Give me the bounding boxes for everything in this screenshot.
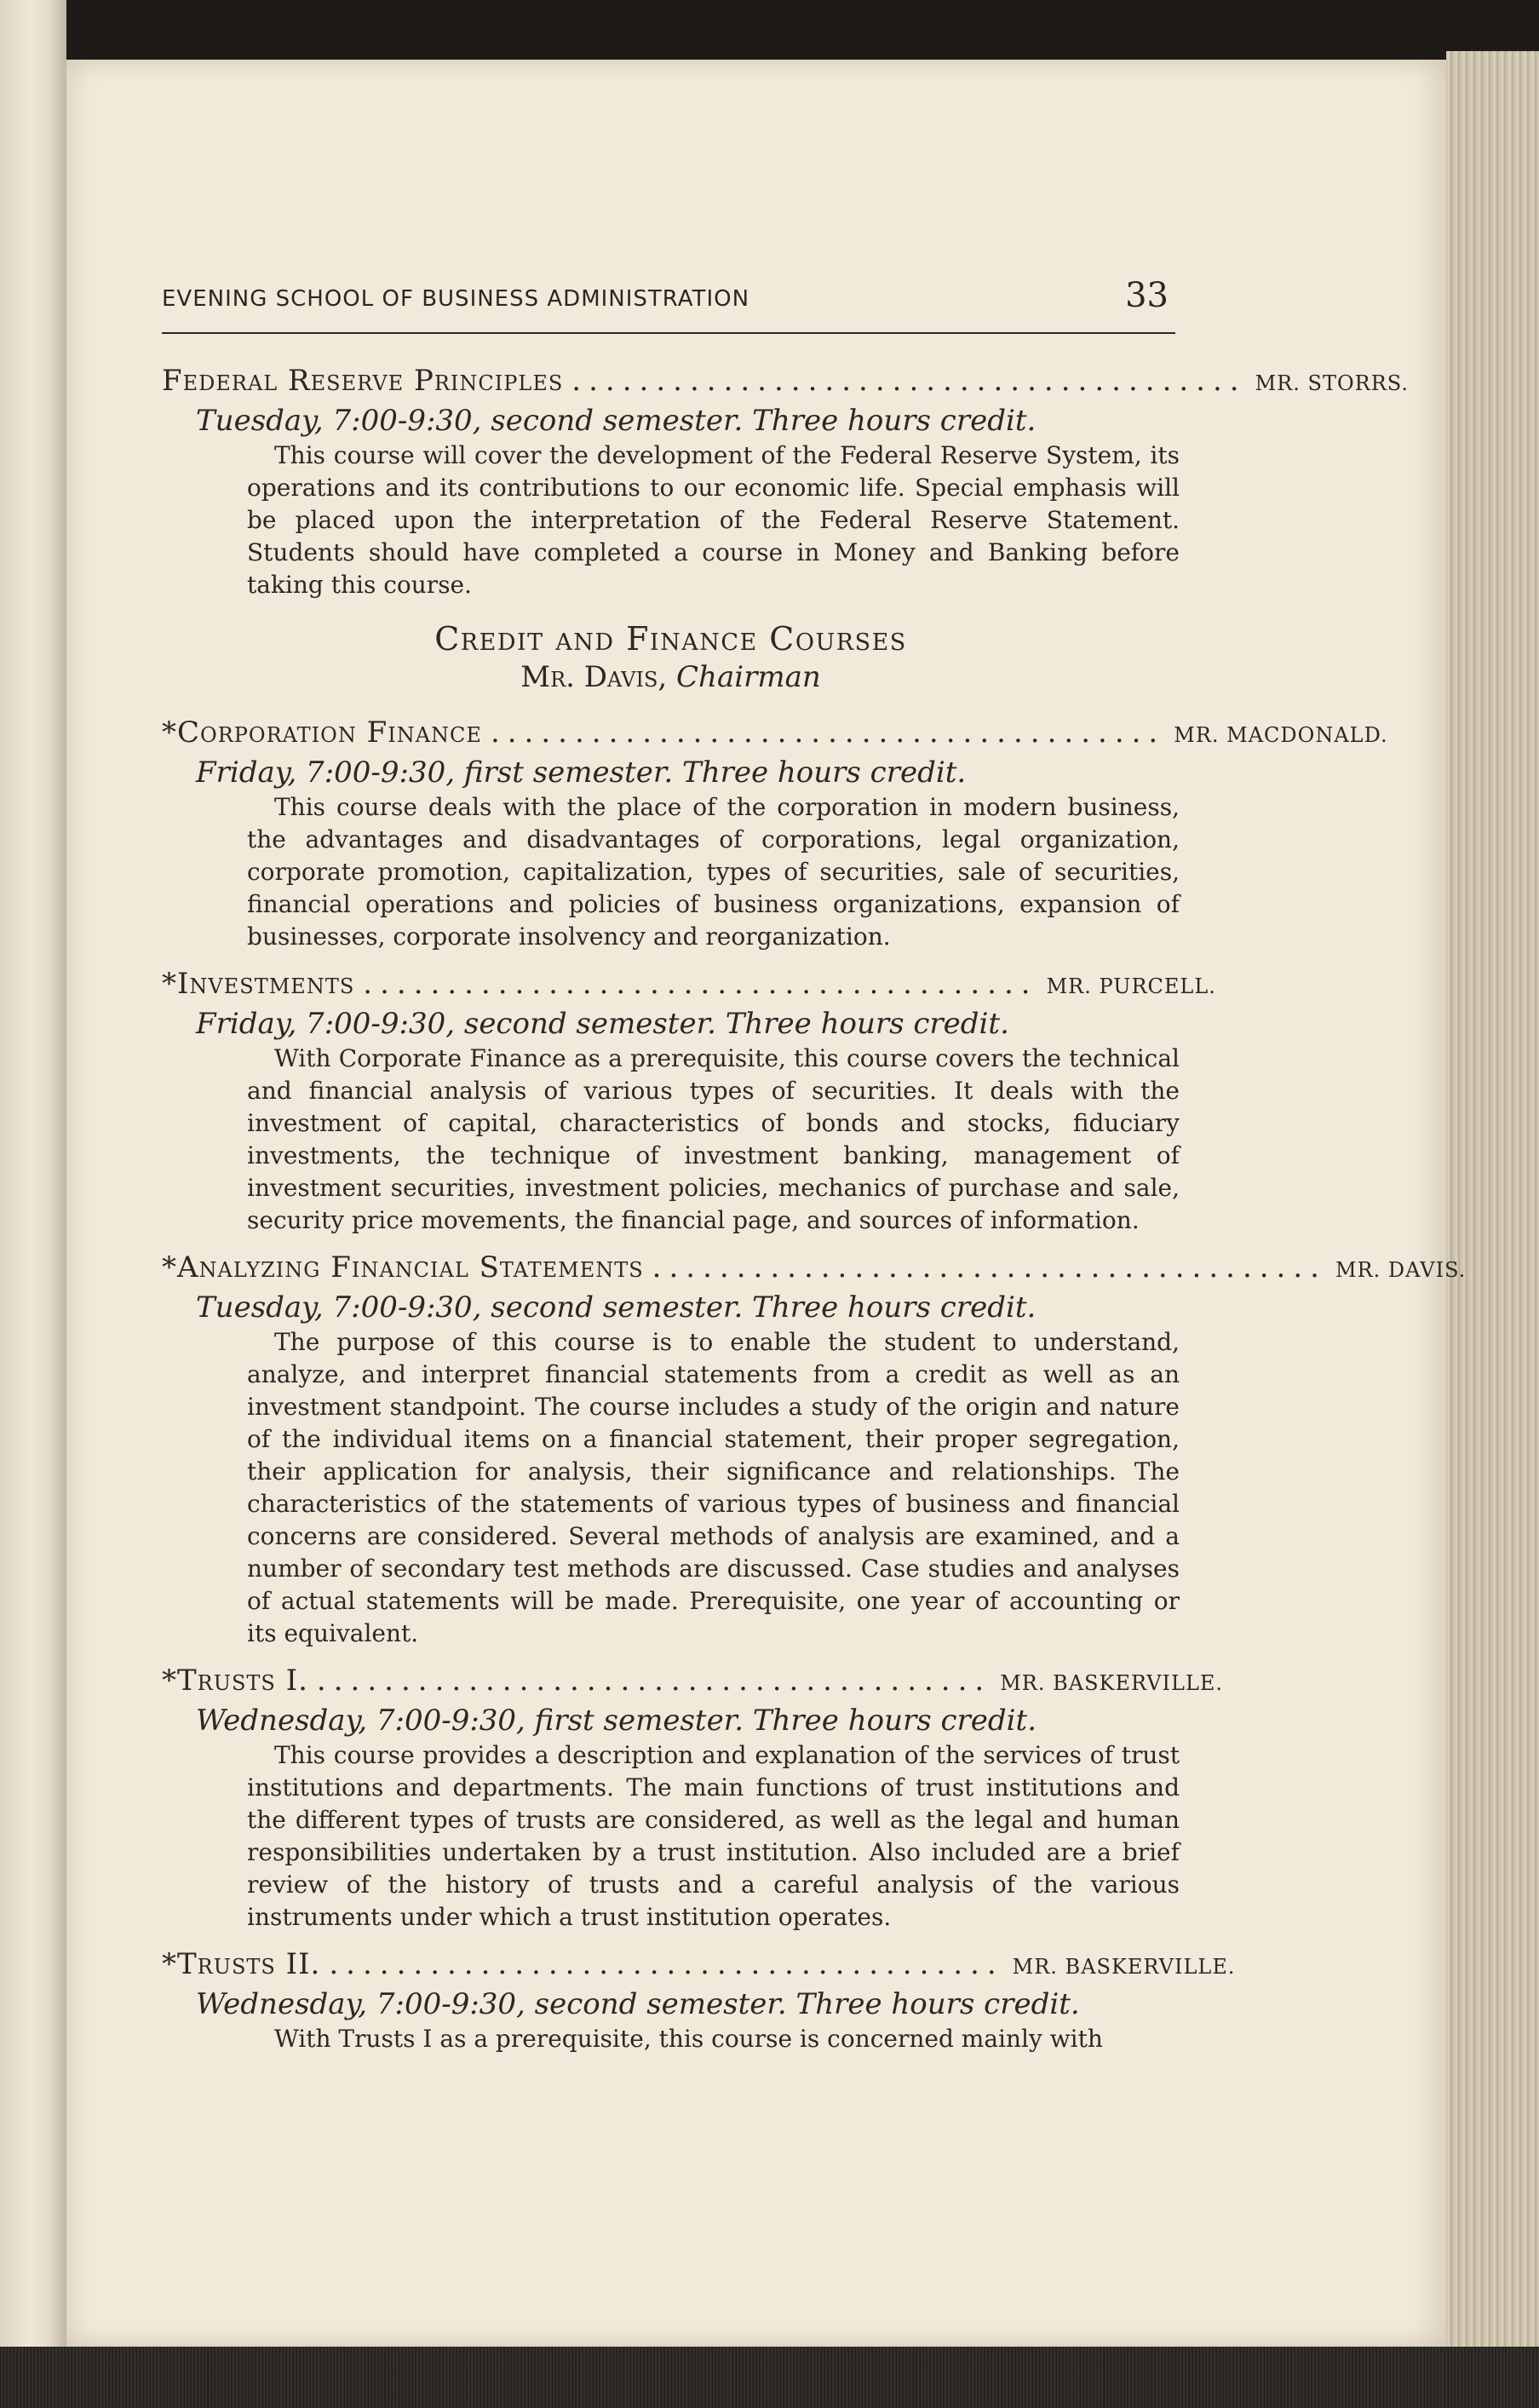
course-description: With Trusts I as a prerequisite, this course is concerned mainly with (274, 2025, 1103, 2053)
course-schedule: Friday, 7:00-9:30, second semester. Three hours credit. (196, 1007, 1009, 1041)
dot-leader: ........................................ (329, 1947, 1004, 1981)
dot-leader: ........................................ (490, 716, 1166, 750)
course-description: The purpose of this course is to enable the student to understand, analyze, and interpret financial statements from a credit as well as an investment standpoint. The course includes a study of the origin and nature of the individual items on a financial statement, their proper segregation, their application for analysis, their significance and relationships. The characteristics of the statements of various types of business and financial concerns are considered. Several methods of analysis are examined, and a number of secondary test methods are discussed. Case studies and analyses of actual statements will be made. Prerequisite, one year of accounting or its equivalent. (247, 1328, 1180, 1647)
book-binding-left (0, 0, 66, 2408)
page-number: 33 (1125, 276, 1169, 315)
section-chair-line (162, 659, 1180, 695)
section-title: Credit and Finance Courses (434, 620, 907, 658)
section-heading (162, 618, 1180, 695)
dot-leader: ........................................ (316, 1664, 992, 1698)
course-schedule: Friday, 7:00-9:30, first semester. Three hours credit. (196, 756, 967, 790)
course-description: With Corporate Finance as a prerequisite, this course covers the technical and financial analysis of various types of securities. It deals with the investment of capital, characteristics of bonds and stocks, fiduciary investments, the technique of investment banking, management of investment securities, investment policies, mechanics of purchase and sale, security price movements, the financial page, and sources of information. (247, 1044, 1180, 1234)
course-title: *Trusts II. (162, 1947, 321, 1981)
page-content (162, 362, 1467, 2067)
course-entry (162, 714, 1388, 953)
course-title-line (162, 1249, 1467, 1289)
course-title: Federal Reserve Principles (162, 364, 564, 398)
course-title: *Corporation Finance (162, 716, 482, 750)
running-head: EVENING SCHOOL OF BUSINESS ADMINISTRATION (162, 286, 750, 312)
course-schedule: Tuesday, 7:00-9:30, second semester. Three hours credit. (196, 1290, 1037, 1325)
page-edges-right (1446, 51, 1539, 2351)
course-entry-federal-reserve (162, 362, 1409, 601)
course-title: *Trusts I. (162, 1664, 308, 1698)
course-description: This course provides a description and explanation of the services of trust institutions and departments. The main functions of trust institutions and the different types of trusts are considered, as well as the legal and human responsibilities undertaken by a trust institution. Also included are a brief review of the history of trusts and a careful analysis of the various instruments under which a trust institution operates. (247, 1741, 1180, 1931)
course-title-line (162, 1662, 1224, 1702)
course-instructor: MR. BASKERVILLE. (1012, 1955, 1236, 1979)
book-cover-bottom (0, 2347, 1539, 2408)
course-title-line (162, 965, 1216, 1005)
course-title: *Analyzing Financial Statements (162, 1250, 644, 1284)
course-title-line (162, 362, 1409, 402)
dot-leader: ........................................ (363, 967, 1038, 1001)
course-instructor: MR. BASKERVILLE. (1000, 1671, 1224, 1695)
course-schedule: Wednesday, 7:00-9:30, first semester. Three hours credit. (196, 1704, 1037, 1738)
page-header (162, 276, 1175, 334)
course-instructor: MR. PURCELL. (1046, 974, 1216, 998)
course-title: *Investments (162, 967, 355, 1001)
course-instructor: MR. MACDONALD. (1174, 723, 1388, 747)
course-schedule: Wednesday, 7:00-9:30, second semester. Three hours credit. (196, 1987, 1080, 2021)
course-entry (162, 1945, 1236, 2055)
course-entry (162, 1249, 1467, 1650)
dot-leader: ........................................ (571, 364, 1247, 398)
dot-leader: ........................................ (652, 1250, 1327, 1284)
book-cover-top (66, 0, 1539, 60)
section-chair-name: Mr. Davis, (520, 660, 668, 694)
section-chair-role: Chairman (676, 660, 821, 694)
course-description: This course deals with the place of the corporation in modern business, the advantages and disadvantages of corporations, legal organization, corporate promotion, capitalization, types of securities, sale of securities, financial operations and policies of business organizations, expansion of businesses, corporate insolvency and reorganization. (247, 793, 1180, 951)
course-entry (162, 965, 1216, 1237)
course-instructor: MR. STORRS. (1255, 371, 1409, 395)
course-instructor: MR. DAVIS. (1335, 1258, 1467, 1282)
course-description: This course will cover the development of the Federal Reserve System, its operations and its contributions to our economic life. Special emphasis will be placed upon the interpretation of the Federal Reserve Statement. Students should have completed a course in Money and Banking before taking this course. (247, 441, 1180, 599)
course-entry (162, 1662, 1224, 1934)
course-title-line (162, 1945, 1236, 1986)
course-schedule: Tuesday, 7:00-9:30, second semester. Three hours credit. (196, 404, 1037, 438)
course-title-line (162, 714, 1388, 754)
